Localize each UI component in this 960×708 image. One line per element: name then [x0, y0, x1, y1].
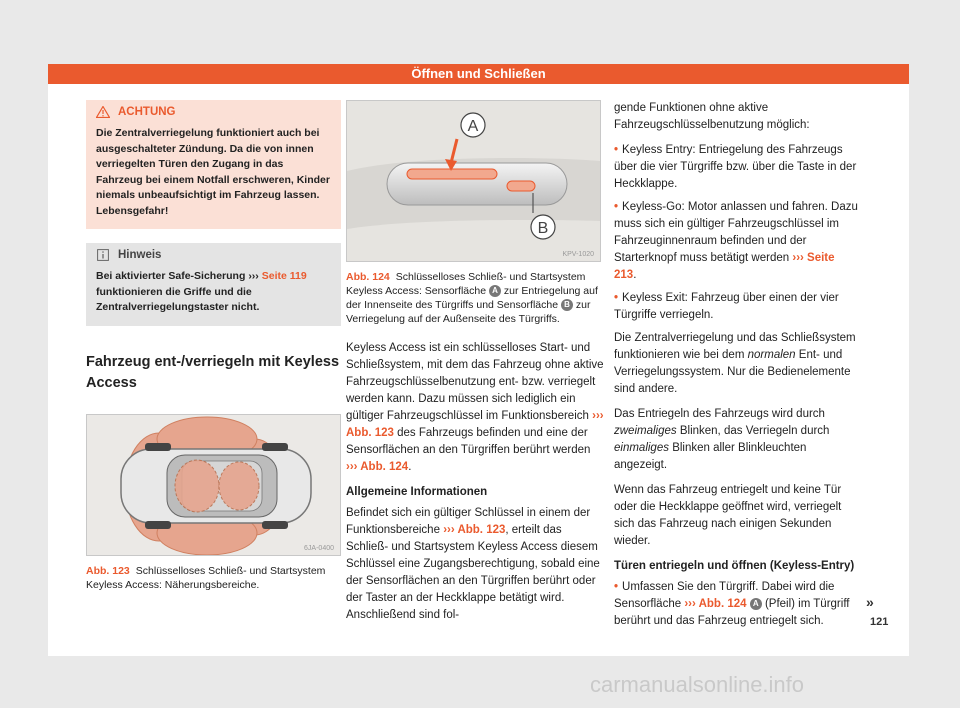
figure-reference-link[interactable]: ››› Abb. 124 — [684, 598, 747, 610]
paragraph: Keyless Access ist ein schlüsselloses Start- und Schließsystem, mit dem das Fahrzeug ohne aktive Fahrzeugschlüsselbenutzung ent- bzw. verriegelt werden kann. Dazu müssen sich lediglich ein gültiger Fahrzeugschlüssel im Funktionsbereich ››› Abb. 123 des Fahrzeugs befinden und eine der Sensorflächen an den Türgriffen berührt werden ››› Abb. 124. — [346, 342, 604, 473]
figure-car-proximity — [86, 414, 341, 556]
paragraph: Die Zentralverriegelung und das Schließsystem funktionieren wie bei dem normalen Ent- und Verriegelungssystem. Nur die Bedienelemente sind andere. — [614, 332, 856, 395]
door-handle-illustration — [347, 101, 600, 261]
column-middle — [346, 100, 604, 632]
continue-arrow-icon: » — [866, 594, 874, 610]
warning-triangle-icon — [96, 106, 110, 118]
bullet-icon: • — [614, 201, 619, 213]
subheading: Türen entriegeln und öffnen (Keyless-Entry) — [614, 560, 855, 572]
list-item: • Keyless Entry: Entriegelung des Fahrzeugs über die vier Türgriffe bzw. über die Taste in der Heckklappe. — [614, 144, 857, 190]
bullet-icon: • — [614, 292, 619, 304]
warning-title: ACHTUNG — [118, 106, 176, 118]
figure-caption: Abb. 123 Schlüsselloses Schließ- und Startsystem Keyless Access: Näherungsbereiche. — [86, 564, 326, 591]
hint-text: Bei aktivierter Safe-Sicherung ››› Seite 119 funktionieren die Griffe und die Zentralverriegelungstaster nicht. — [96, 270, 307, 313]
list-item: • Keyless-Go: Motor anlassen und fahren. Dazu muss sich ein gültiger Fahrzeugschlüssel im Fahrzeuginnenraum befinden und der Starterknopf muss betätigt werden ››› Seite 213. — [614, 201, 858, 281]
page-header: Öffnen und Schließen — [48, 64, 909, 84]
paragraph: Wenn das Fahrzeug entriegelt und keine Tür oder die Heckklappe geöffnet wird, verriegelt sich das Fahrzeug nach einigen Sekunden wieder. — [614, 484, 842, 547]
marker-a-badge: A — [489, 285, 501, 297]
hint-title: Hinweis — [118, 249, 162, 261]
figure-caption: Abb. 124 Schlüsselloses Schließ- und Startsystem Keyless Access: Sensorfläche A zur Entriegelung auf der Innenseite des Türgriffs und Sensorfläche B zur Verriegelung auf der Außenseite des Türgriffs. — [346, 271, 598, 325]
figure-marker-b: B — [537, 220, 549, 237]
figure-label: Abb. 123 — [86, 564, 130, 577]
page-number: 121 — [870, 616, 889, 628]
subheading: Allgemeine Informationen — [346, 486, 488, 498]
column-left — [86, 100, 341, 592]
paragraph: Befindet sich ein gültiger Schlüssel in einem der Funktionsbereiche ››› Abb. 123, erteilt das Schließ- und Startsystem Keyless Access diesem Schlüssel eine Zugangsberechtigung, sobald eine der Sensorflächen an den Türgriffen berührt oder der Taster an der Heckklappe betätigt wird. Anschließend sind fol- — [346, 507, 600, 621]
figure-reference-link[interactable]: ››› Abb. 124 — [346, 461, 409, 473]
warning-box — [86, 100, 341, 229]
figure-marker-a: A — [467, 118, 479, 135]
paragraph: gende Funktionen ohne aktive Fahrzeugschlüsselbenutzung möglich: — [614, 102, 810, 131]
info-icon — [96, 249, 110, 261]
paragraph: Das Entriegeln des Fahrzeugs wird durch zweimaliges Blinken, das Verriegeln durch einmaliges Blinken aller Blinkleuchten angezeigt. — [614, 408, 830, 471]
figure-label: Abb. 124 — [346, 271, 390, 283]
marker-a-badge: A — [750, 598, 762, 610]
marker-b-badge: B — [561, 299, 573, 311]
page-reference-link[interactable]: Seite 119 — [261, 270, 307, 282]
page-reference-link[interactable]: ››› Seite 213 — [614, 252, 835, 281]
figure-reference-link[interactable]: ››› Abb. 123 — [346, 410, 604, 439]
bullet-icon: • — [614, 144, 619, 156]
figure-reference-link[interactable]: ››› Abb. 123 — [443, 524, 506, 536]
figure-code: 6JA-0400 — [304, 544, 334, 552]
hint-box — [86, 243, 341, 326]
list-item: • Umfassen Sie den Türgriff. Dabei wird die Sensorfläche ››› Abb. 124 A (Pfeil) im Türgriff berührt und das Fahrzeug entriegelt sich. — [614, 581, 850, 627]
column-right — [614, 100, 860, 636]
warning-text: Die Zentralverriegelung funktioniert auch bei ausgeschalteter Zündung. Da die von innen verriegelten Türen den Zugang in das Fahrzeug bei einem Notfall erschweren, Kinder niemals unbeaufsichtigt im Fahrzeug lassen. Lebensgefahr! — [96, 127, 330, 217]
figure-code: KPV-1020 — [562, 251, 594, 258]
watermark: carmanualsonline.info — [590, 672, 805, 697]
list-item: • Keyless Exit: Fahrzeug über einen der vier Türgriffe verriegeln. — [614, 292, 839, 321]
car-proximity-illustration — [87, 415, 340, 555]
bullet-icon: • — [614, 581, 619, 593]
figure-door-handle — [346, 100, 601, 262]
section-heading: Fahrzeug ent-/verriegeln mit Keyless Access — [86, 353, 340, 391]
